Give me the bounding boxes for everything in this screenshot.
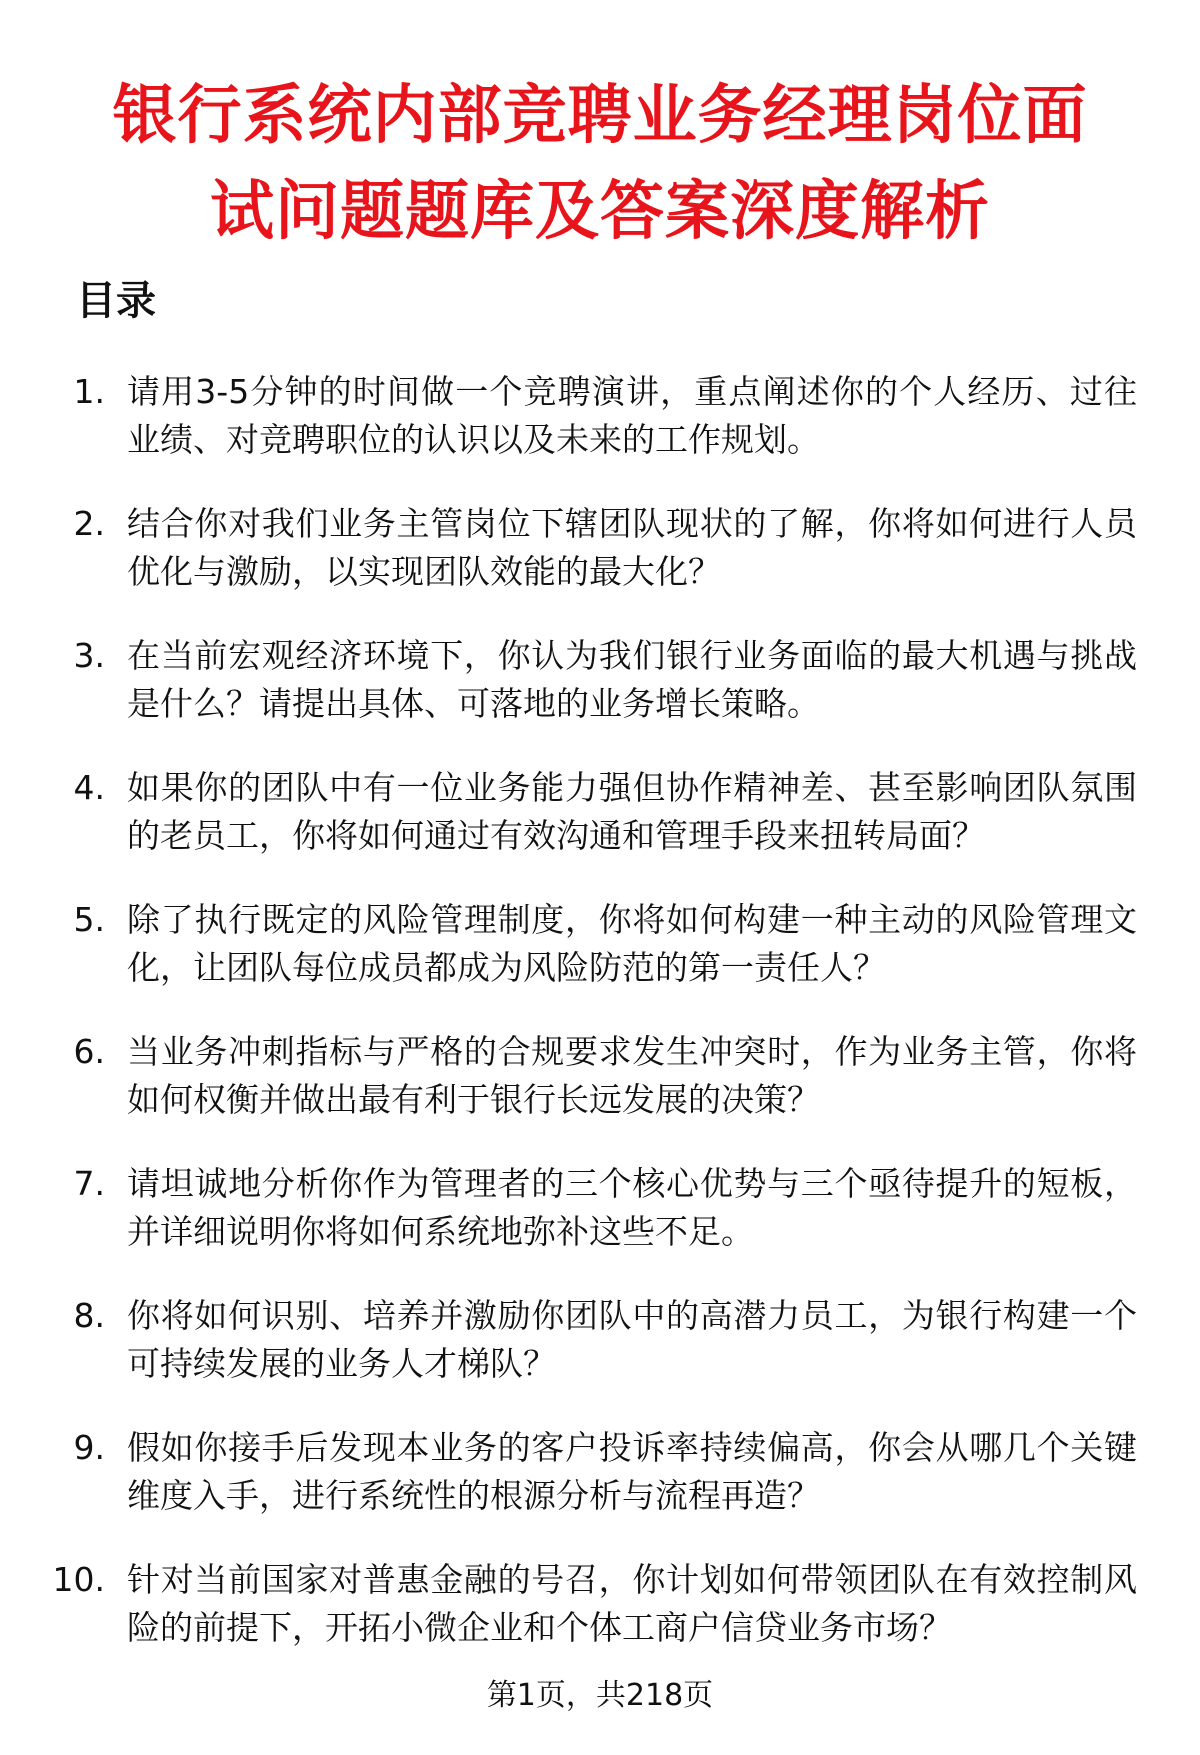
toc-item-10 (0, 1556, 1200, 1668)
toc-item-number: 5. (73, 900, 105, 939)
toc-item-text: 在当前宏观经济环境下，你认为我们银行业务面临的最大机遇与挑战是什么？请提出具体、可落地的业务增长策略。 (127, 636, 1137, 723)
toc-item-number: 9. (73, 1428, 105, 1467)
toc-item-text: 除了执行既定的风险管理制度，你将如何构建一种主动的风险管理文化，让团队每位成员都成为风险防范的第一责任人？ (127, 900, 1137, 987)
title-line-2: 试问题题库及答案深度解析 (210, 175, 990, 249)
toc-list (0, 368, 1200, 1688)
toc-item-text: 如果你的团队中有一位业务能力强但协作精神差、甚至影响团队氛围的老员工，你将如何通过有效沟通和管理手段来扭转局面？ (127, 768, 1137, 855)
toc-item-text: 针对当前国家对普惠金融的号召，你计划如何带领团队在有效控制风险的前提下，开拓小微企业和个体工商户信贷业务市场？ (127, 1560, 1137, 1647)
toc-item-text: 请用3-5分钟的时间做一个竞聘演讲，重点阐述你的个人经历、过往业绩、对竞聘职位的认识以及未来的工作规划。 (127, 372, 1137, 459)
toc-item-text: 结合你对我们业务主管岗位下辖团队现状的了解，你将如何进行人员优化与激励，以实现团队效能的最大化？ (127, 504, 1137, 591)
toc-item-2 (0, 500, 1200, 612)
toc-item-text: 你将如何识别、培养并激励你团队中的高潜力员工，为银行构建一个可持续发展的业务人才梯队？ (127, 1296, 1137, 1383)
toc-item-number: 8. (73, 1296, 105, 1335)
toc-item-text: 请坦诚地分析你作为管理者的三个核心优势与三个亟待提升的短板，并详细说明你将如何系统地弥补这些不足。 (127, 1164, 1137, 1251)
document-title (60, 68, 1140, 260)
toc-item-4 (0, 764, 1200, 876)
toc-item-5 (0, 896, 1200, 1008)
toc-item-number: 4. (73, 768, 105, 807)
toc-item-6 (0, 1028, 1200, 1140)
toc-item-number: 7. (73, 1164, 105, 1203)
title-line-1: 银行系统内部竞聘业务经理岗位面 (112, 79, 1088, 153)
toc-item-8 (0, 1292, 1200, 1404)
page-footer: 第1页，共218页 (486, 1678, 714, 1713)
toc-item-text: 当业务冲刺指标与严格的合规要求发生冲突时，作为业务主管，你将如何权衡并做出最有利于银行长远发展的决策？ (127, 1032, 1137, 1119)
toc-item-number: 10. (52, 1560, 105, 1599)
toc-item-number: 3. (73, 636, 105, 675)
toc-item-number: 6. (73, 1032, 105, 1071)
toc-item-number: 1. (73, 372, 105, 411)
toc-item-1 (0, 368, 1200, 480)
toc-item-3 (0, 632, 1200, 744)
toc-item-text: 假如你接手后发现本业务的客户投诉率持续偏高，你会从哪几个关键维度入手，进行系统性的根源分析与流程再造？ (127, 1428, 1137, 1515)
toc-item-7 (0, 1160, 1200, 1272)
toc-item-number: 2. (73, 504, 105, 543)
toc-item-9 (0, 1424, 1200, 1536)
toc-heading: 目录 (76, 278, 156, 324)
